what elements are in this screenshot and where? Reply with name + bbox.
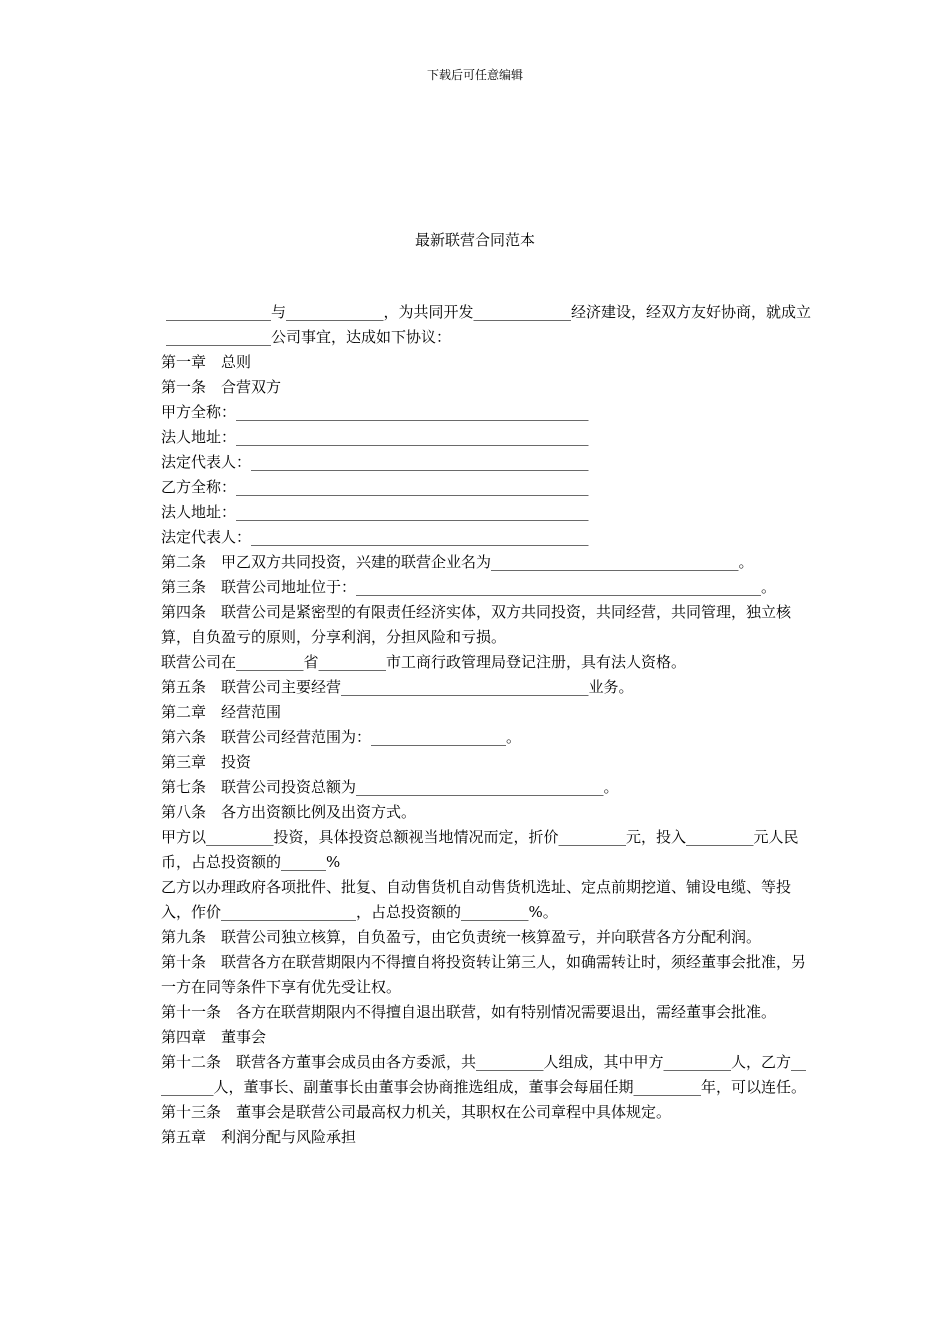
article-paragraph: 第十条 联营各方在联营期限内不得擅自将投资转让第三人，如确需转让时，须经董事会批准，另一方在同等条件下享有优先受让权。 <box>161 953 807 996</box>
article-paragraph: 第三条 联营公司地址位于：______________________________________________________。 <box>161 578 777 596</box>
party-b-name-field: 乙方全称：_______________________________________________ <box>161 478 589 496</box>
article-paragraph: 第七条 联营公司投资总额为_________________________________。 <box>161 778 619 796</box>
chapter-heading: 第三章 投资 <box>161 753 252 771</box>
article-paragraph: 第十一条 各方在联营期限内不得擅自退出联营，如有特别情况需要退出，需经董事会批准。 <box>161 1003 777 1021</box>
party-b-representative-field: 法定代表人：_____________________________________________ <box>161 528 589 546</box>
article-paragraph: 甲方以_________投资，具体投资总额视当地情况而定，折价_________元，投入_________元人民币，占总投资额的______% <box>161 828 799 871</box>
article-paragraph: 第一条 合营双方 <box>161 378 282 396</box>
preamble-paragraph: ______________与_____________，为共同开发_____________经济建设，经双方友好协商，就成立______________公司事宜，达成如下协议： <box>166 303 812 346</box>
page-header-note: 下载后可任意编辑 <box>426 68 523 82</box>
party-a-representative-field: 法定代表人：_____________________________________________ <box>161 453 589 471</box>
party-a-address-field: 法人地址：_______________________________________________ <box>161 428 589 446</box>
article-paragraph: 第八条 各方出资额比例及出资方式。 <box>161 803 417 821</box>
chapter-heading: 第五章 利润分配与风险承担 <box>161 1128 357 1146</box>
article-paragraph: 第四条 联营公司是紧密型的有限责任经济实体，双方共同投资，共同经营，共同管理，独立核算，自负盈亏的原则，分享利润，分担风险和亏损。 <box>161 603 792 646</box>
article-paragraph: 第十二条 联营各方董事会成员由各方委派，共_________人组成，其中甲方_________人，乙方_________人，董事长、副董事长由董事会协商推选组成，董事会每届任期_________年，可以连任。 <box>161 1053 807 1096</box>
article-paragraph: 乙方以办理政府各项批件、批复、自动售货机自动售货机选址、定点前期挖道、铺设电缆、等投入，作价__________________，占总投资额的_________%。 <box>161 878 792 921</box>
article-paragraph: 第五条 联营公司主要经营_________________________________业务。 <box>161 678 634 696</box>
article-paragraph: 第十三条 董事会是联营公司最高权力机关，其职权在公司章程中具体规定。 <box>161 1103 672 1121</box>
article-paragraph: 联营公司在_________省_________市工商行政管理局登记注册，具有法人资格。 <box>161 653 687 671</box>
chapter-heading: 第二章 经营范围 <box>161 703 282 721</box>
chapter-heading: 第四章 董事会 <box>161 1028 267 1046</box>
article-paragraph: 第二条 甲乙双方共同投资，兴建的联营企业名为_________________________________。 <box>161 553 754 571</box>
contract-body <box>145 300 813 1150</box>
document-title: 最新联营合同范本 <box>414 231 535 249</box>
article-paragraph: 第九条 联营公司独立核算，自负盈亏，由它负责统一核算盈亏，并向联营各方分配利润。 <box>161 928 762 946</box>
party-b-address-field: 法人地址：_______________________________________________ <box>161 503 589 521</box>
article-paragraph: 第六条 联营公司经营范围为：__________________。 <box>161 728 522 746</box>
party-a-name-field: 甲方全称：_______________________________________________ <box>161 403 589 421</box>
chapter-heading: 第一章 总则 <box>161 353 252 371</box>
